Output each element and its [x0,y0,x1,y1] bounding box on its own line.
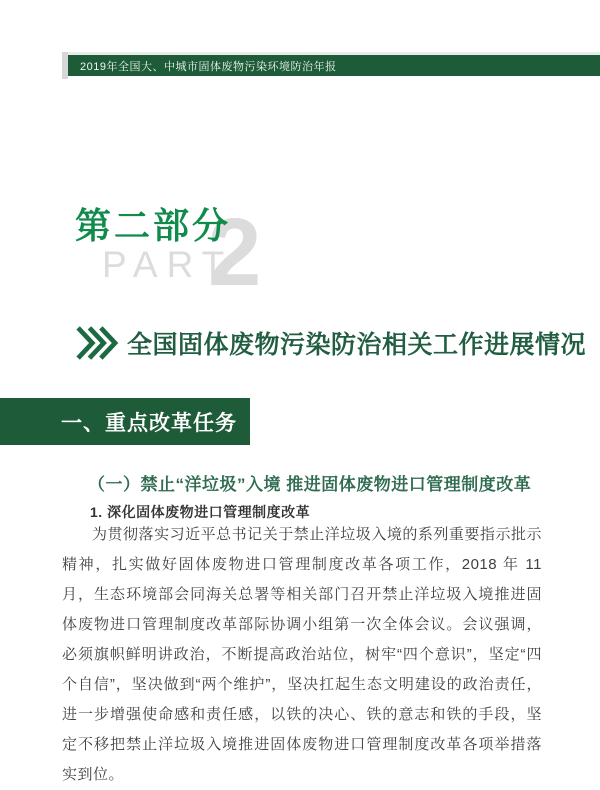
article-heading: （一）禁止“洋垃圾”入境 推进固体废物进口管理制度改革 [88,475,532,494]
triple-chevron-right-icon [75,325,121,361]
chapter-banner [0,398,250,445]
article-subheading: 1. 深化固体废物进口管理制度改革 [90,504,311,520]
part-number: 2 [208,199,262,306]
section-title-row [75,325,587,361]
report-title: 2019年全国大、中城市固体废物污染环境防治年报 [80,60,337,73]
section-title: 全国固体废物污染防治相关工作进展情况 [127,331,587,359]
report-title-ribbon [68,55,600,76]
chapter-banner-label: 一、重点改革任务 [61,411,237,435]
part-label-cn: 第二部分 [75,205,232,246]
part-label-en: PART [102,244,234,285]
article-paragraph: 为贯彻落实习近平总书记关于禁止洋垃圾入境的系列重要指示批示精神，扎实做好固体废物进口管理制度改革各项工作，2018 年 11 月，生态环境部会同海关总署等相关部门召开禁止洋垃圾入境推进固体废物进口管理制度改革部际协调小组第一次全体会议。会议强调，必须旗帜鲜明讲政治，不断提高政治站位，树牢“四个意识”，坚定“四个自信”，坚决做到“两个维护”，坚决扛起生态文明建设的政治责任，进一步增强使命感和责任感，以铁的决心、铁的意志和铁的手段，坚定不移把禁止洋垃圾入境推进固体废物进口管理制度改革各项举措落实到位。 [62,526,542,783]
